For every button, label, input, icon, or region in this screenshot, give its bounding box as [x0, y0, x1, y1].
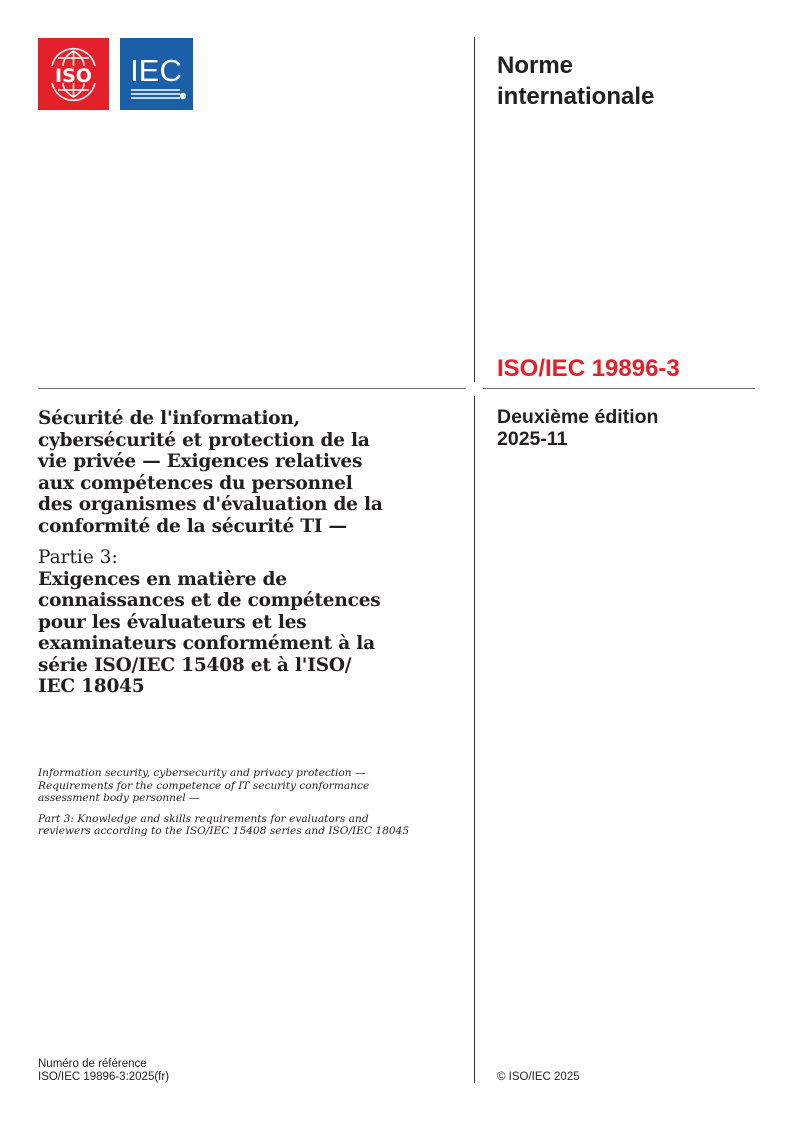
part-title-line: pour les évaluateurs et les — [38, 611, 307, 633]
standard-number: ISO/IEC 19896-3 — [497, 355, 680, 382]
document-type-line1: Norme — [497, 52, 574, 79]
edition-info — [497, 406, 757, 450]
horizontal-divider-right — [483, 388, 755, 389]
title-line: cybersécurité et protection de la — [38, 429, 370, 451]
part-title-line: série ISO/IEC 15408 et à l'ISO/ — [38, 654, 352, 676]
vertical-divider-top — [474, 37, 475, 382]
part-title-line: examinateurs conformément à la — [38, 633, 375, 654]
english-part-line: reviewers according to the ISO/IEC 15408 series and ISO/IEC 18045 — [38, 825, 410, 837]
copyright-notice: © ISO/IEC 2025 — [497, 1071, 580, 1083]
document-type — [497, 50, 777, 112]
part-label: Partie 3: — [38, 547, 118, 568]
svg-text:ISO: ISO — [55, 65, 92, 87]
vertical-divider-bottom — [474, 396, 475, 1083]
part-title-line: connaissances et de compétences — [38, 590, 381, 611]
english-part-line: Part 3: Knowledge and skills requirements for evaluators and — [38, 812, 369, 825]
svg-text:IEC: IEC — [130, 53, 182, 88]
title-line: vie privée — Exigences relatives — [38, 451, 363, 472]
horizontal-divider-left — [38, 388, 466, 389]
reference-number-block — [38, 1058, 169, 1083]
english-title-main — [38, 767, 458, 805]
reference-number: ISO/IEC 19896-3:2025(fr) — [38, 1070, 170, 1083]
document-type-line2: internationale — [497, 83, 655, 110]
edition-date: 2025-11 — [497, 428, 568, 450]
english-title — [38, 767, 458, 838]
title-main — [38, 408, 458, 537]
french-title — [38, 408, 458, 698]
part-title-line: IEC 18045 — [38, 676, 145, 697]
edition-label: Deuxième édition — [497, 406, 659, 428]
iec-logo — [120, 38, 193, 110]
iso-globe-icon — [38, 38, 109, 110]
iec-icon — [120, 38, 193, 110]
part-title — [38, 569, 458, 698]
english-title-line: Requirements for the competence of IT security conformance — [38, 779, 370, 792]
part-title-line: Exigences en matière de — [38, 568, 287, 590]
english-title-line: assessment body personnel — — [38, 792, 200, 804]
title-line: aux compétences du personnel — [38, 472, 353, 494]
title-line: Sécurité de l'information, — [38, 408, 300, 429]
title-line: conformité de la sécurité TI — — [38, 515, 347, 537]
title-line: des organismes d'évaluation de la — [38, 494, 383, 515]
reference-label: Numéro de référence — [38, 1058, 147, 1070]
english-part-title — [38, 813, 458, 838]
iso-logo — [38, 38, 109, 110]
english-title-line: Information security, cybersecurity and privacy protection — — [38, 767, 366, 779]
